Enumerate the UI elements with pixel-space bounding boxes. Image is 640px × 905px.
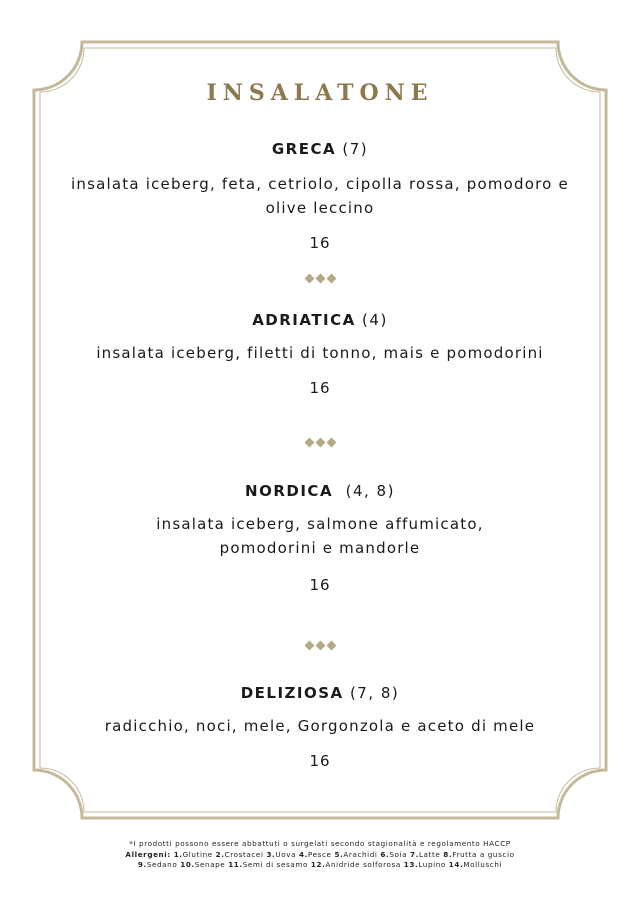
item-price: 16 — [309, 379, 331, 397]
item-heading — [60, 140, 580, 158]
allergen-item: 10.Senape — [180, 860, 226, 869]
allergen-line-2 — [0, 860, 640, 871]
item-divider — [0, 431, 640, 450]
footer-note: *I prodotti possono essere abbattuti o surgelati secondo stagionalità e regolamento HACCP — [129, 839, 511, 848]
item-heading — [60, 311, 580, 329]
item-price: 16 — [309, 576, 331, 594]
item-allergens: (4) — [362, 311, 388, 329]
item-name: ADRIATICA — [252, 311, 356, 329]
allergens-label: Allergeni: — [125, 849, 171, 859]
menu-item-greca — [60, 140, 580, 252]
item-heading — [60, 482, 580, 500]
item-name: NORDICA — [245, 482, 334, 500]
allergen-line-1 — [0, 850, 640, 861]
item-description: insalata iceberg, feta, cetriolo, cipolla rossa, pomodoro e olive leccino — [71, 175, 569, 217]
item-name: GRECA — [271, 140, 337, 158]
allergen-item: 1.Glutine — [173, 849, 213, 859]
allergen-item: 7.Latte — [410, 849, 441, 859]
menu-item-adriatica — [60, 311, 580, 397]
allergen-item: 11.Semi di sesamo — [228, 860, 308, 869]
allergen-item: 5.Arachidi — [334, 849, 378, 859]
allergen-item: 9.Sedano — [137, 860, 178, 869]
item-price: 16 — [309, 234, 331, 252]
allergen-item: 13.Lupino — [403, 860, 446, 869]
menu-item-deliziosa — [60, 684, 580, 770]
item-heading — [60, 684, 580, 702]
item-description: insalata iceberg, salmone affumicato, pomodorini e mandorle — [156, 515, 484, 557]
menu-title: INSALATONE — [206, 80, 434, 106]
allergen-item: 6.Soia — [380, 849, 408, 859]
item-description: radicchio, noci, mele, Gorgonzola e aceto di mele — [104, 717, 536, 735]
item-allergens: (7) — [342, 140, 369, 158]
item-divider — [0, 634, 640, 653]
allergen-item: 4.Pesce — [298, 849, 332, 859]
allergen-item: 12.Anidride solforosa — [310, 860, 401, 869]
item-divider — [0, 267, 640, 286]
menu-item-nordica — [60, 482, 580, 594]
item-allergens: (7, 8) — [349, 684, 400, 702]
item-description: insalata iceberg, filetti di tonno, mais e pomodorini — [96, 344, 544, 362]
item-name: DELIZIOSA — [240, 684, 344, 702]
item-allergens: (4, 8) — [339, 482, 395, 500]
allergen-item: 2.Crostacei — [215, 849, 264, 859]
allergen-item: 3.Uova — [266, 849, 297, 859]
allergen-item: 8.Frutta a guscio — [443, 849, 515, 859]
allergen-footer — [0, 839, 640, 871]
allergen-item: 14.Molluschi — [448, 860, 503, 869]
item-price: 16 — [309, 752, 331, 770]
